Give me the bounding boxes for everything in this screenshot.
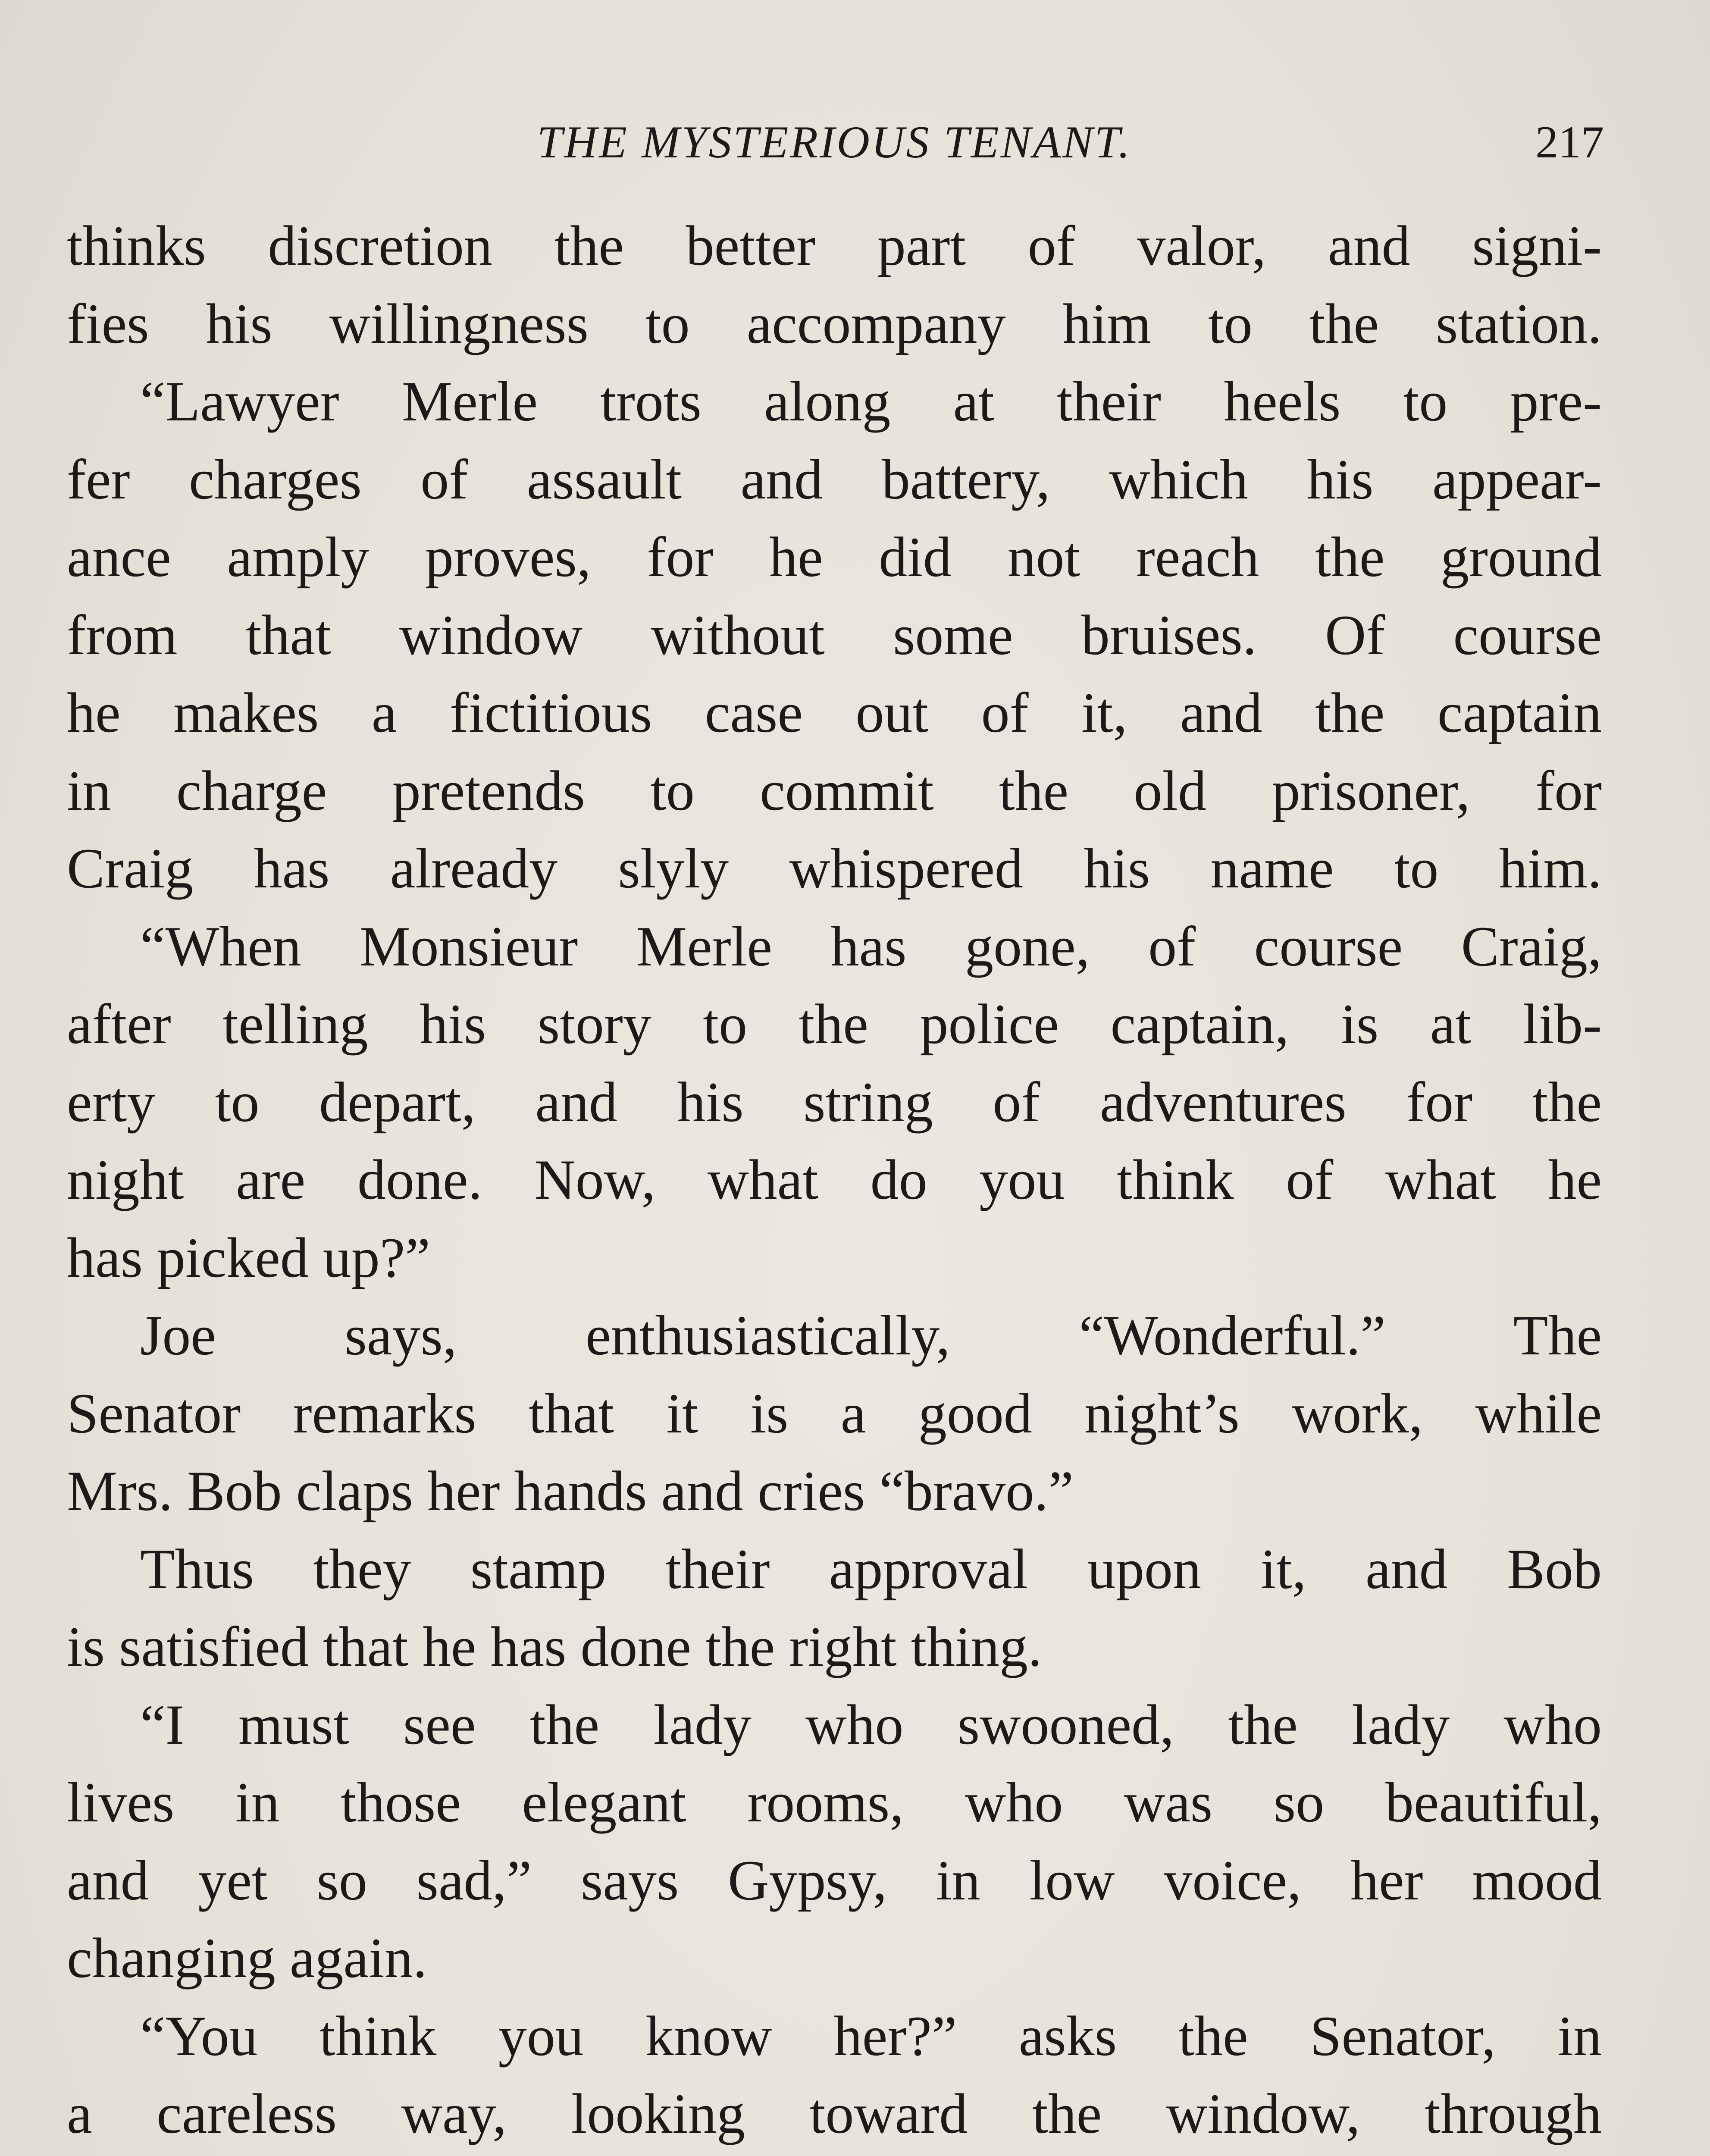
- page-header: [65, 108, 1604, 177]
- text-line: lives in those elegant rooms, who was so beautiful,: [67, 1771, 1602, 1834]
- text-line: erty to depart, and his string of adventures for the: [67, 1070, 1602, 1134]
- text-line: “When Monsieur Merle has gone, of course Craig,: [140, 914, 1602, 978]
- text-line: night are done. Now, what do you think of what he: [67, 1148, 1602, 1211]
- text-line: and yet so sad,” says Gypsy, in low voice, her mood: [67, 1848, 1602, 1912]
- text-line: Mrs. Bob claps her hands and cries “bravo.”: [67, 1459, 1074, 1523]
- text-line: fies his willingness to accompany him to the station.: [67, 291, 1602, 355]
- text-line: a careless way, looking toward the window, through: [67, 2082, 1602, 2145]
- text-line: [67, 2153, 1602, 2156]
- text-line: from that window without some bruises. Of course: [67, 603, 1602, 667]
- text-line: he makes a fictitious case out of it, and the captain: [67, 681, 1602, 744]
- text-line: fer charges of assault and battery, which his appear-: [67, 447, 1602, 511]
- text-line: “I must see the lady who swooned, the lady who: [140, 1692, 1602, 1756]
- text-line: Joe says, enthusiastically, “Wonderful.” The: [140, 1304, 1602, 1367]
- text-line: in charge pretends to commit the old prisoner, for: [67, 758, 1602, 822]
- text-line: thinks discretion the better part of valor, and signi-: [67, 214, 1602, 277]
- text-line: “Lawyer Merle trots along at their heels to pre-: [140, 370, 1602, 433]
- text-line: Senator remarks that it is a good night’s work, while: [67, 1381, 1602, 1445]
- text-line: after telling his story to the police captain, is at lib-: [67, 992, 1602, 1056]
- running-title: THE MYSTERIOUS TENANT.: [537, 117, 1132, 167]
- body-text: [67, 207, 1602, 2156]
- text-line: Craig has already slyly whispered his name to him.: [67, 837, 1602, 900]
- page-number: 217: [1535, 117, 1604, 167]
- text-line: ance amply proves, for he did not reach the ground: [67, 525, 1602, 589]
- text-line: “You think you know her?” asks the Senator, in: [140, 2004, 1602, 2068]
- text-line: changing again.: [67, 1926, 427, 1990]
- text-line: Thus they stamp their approval upon it, and Bob: [140, 1537, 1602, 1601]
- text-line: has picked up?”: [67, 1225, 430, 1289]
- text-line: is satisfied that he has done the right thing.: [67, 1615, 1042, 1678]
